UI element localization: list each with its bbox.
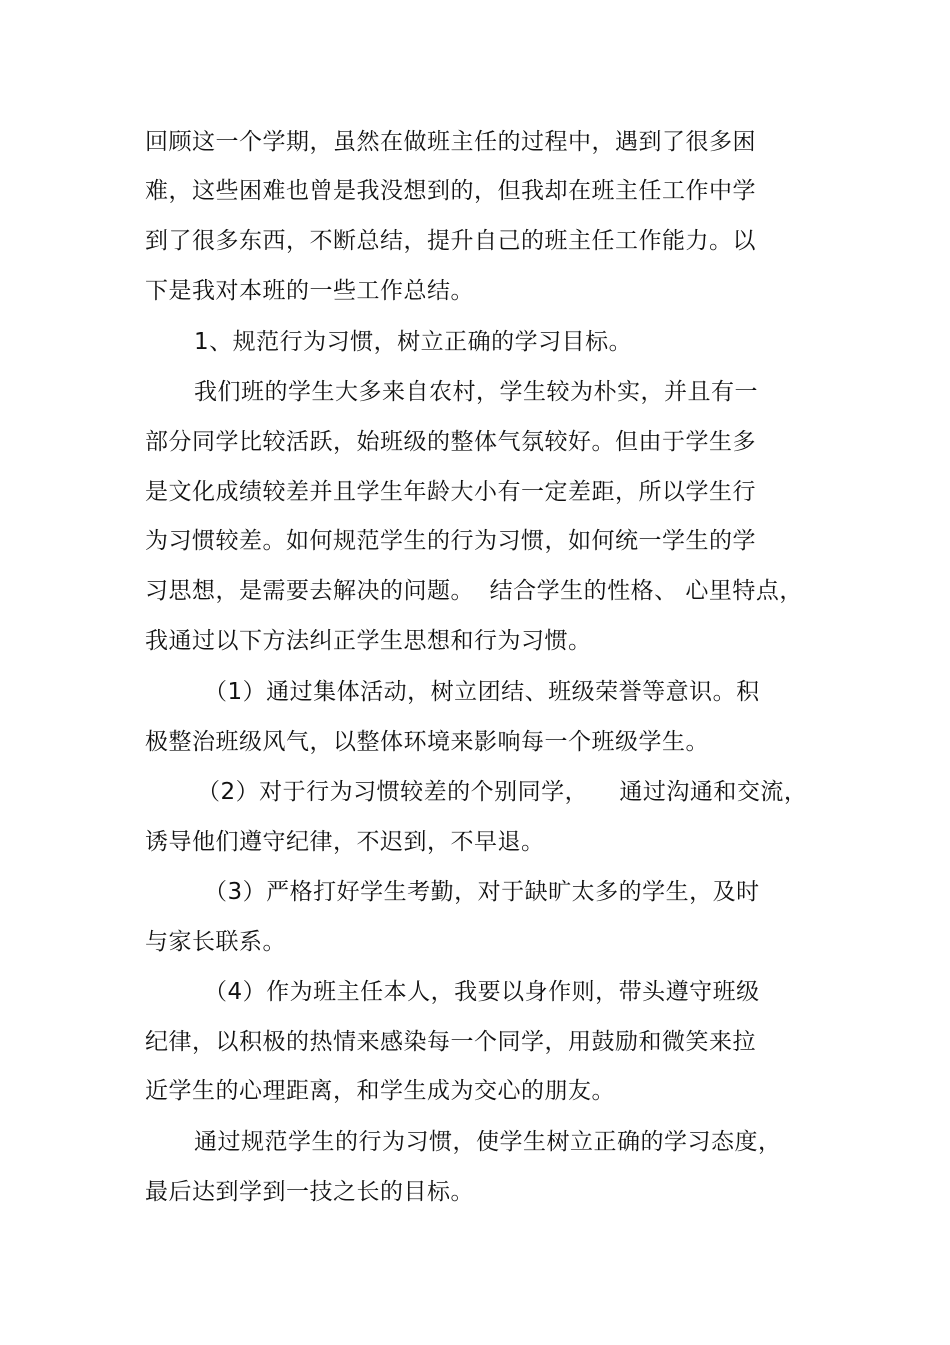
text-line: 我们班的学生大多来自农村，学生较为朴实，并且有一 [194,379,758,405]
text-line: 习思想，是需要去解决的问题。 结合学生的性格、 心里特点， [145,578,803,604]
text-line: 我通过以下方法纠正学生思想和行为习惯。 [145,628,592,654]
text-line: 近学生的心理距离，和学生成为交心的朋友。 [145,1078,615,1104]
text-line: 为习惯较差。如何规范学生的行为习惯，如何统一学生的学 [145,528,756,554]
text-line: （3）严格打好学生考勤，对于缺旷太多的学生，及时 [204,879,760,905]
text-line: 1、规范行为习惯，树立正确的学习目标。 [194,329,633,355]
text-line: 极整治班级风气，以整体环境来影响每一个班级学生。 [145,729,709,755]
text-line: 诱导他们遵守纪律，不迟到，不早退。 [145,829,545,855]
text-line: 纪律，以积极的热情来感染每一个同学，用鼓励和微笑来拉 [145,1029,756,1055]
text-line: 是文化成绩较差并且学生年龄大小有一定差距，所以学生行 [145,479,756,505]
text-line: 下是我对本班的一些工作总结。 [145,278,474,304]
text-line: （1）通过集体活动，树立团结、班级荣誉等意识。积 [204,679,760,705]
text-line: （4）作为班主任本人，我要以身作则，带头遵守班级 [204,979,760,1005]
text-line: 到了很多东西，不断总结，提升自己的班主任工作能力。以 [145,228,756,254]
text-line: 回顾这一个学期，虽然在做班主任的过程中，遇到了很多困 [145,129,756,155]
text-line: （2）对于行为习惯较差的个别同学， 通过沟通和交流， [197,779,808,805]
text-line: 最后达到学到一技之长的目标。 [145,1179,474,1205]
text-line: 与家长联系。 [145,929,286,955]
text-line: 难，这些困难也曾是我没想到的，但我却在班主任工作中学 [145,178,756,204]
text-line: 部分同学比较活跃，始班级的整体气氛较好。但由于学生多 [145,429,756,455]
text-line: 通过规范学生的行为习惯，使学生树立正确的学习态度， [194,1129,782,1155]
